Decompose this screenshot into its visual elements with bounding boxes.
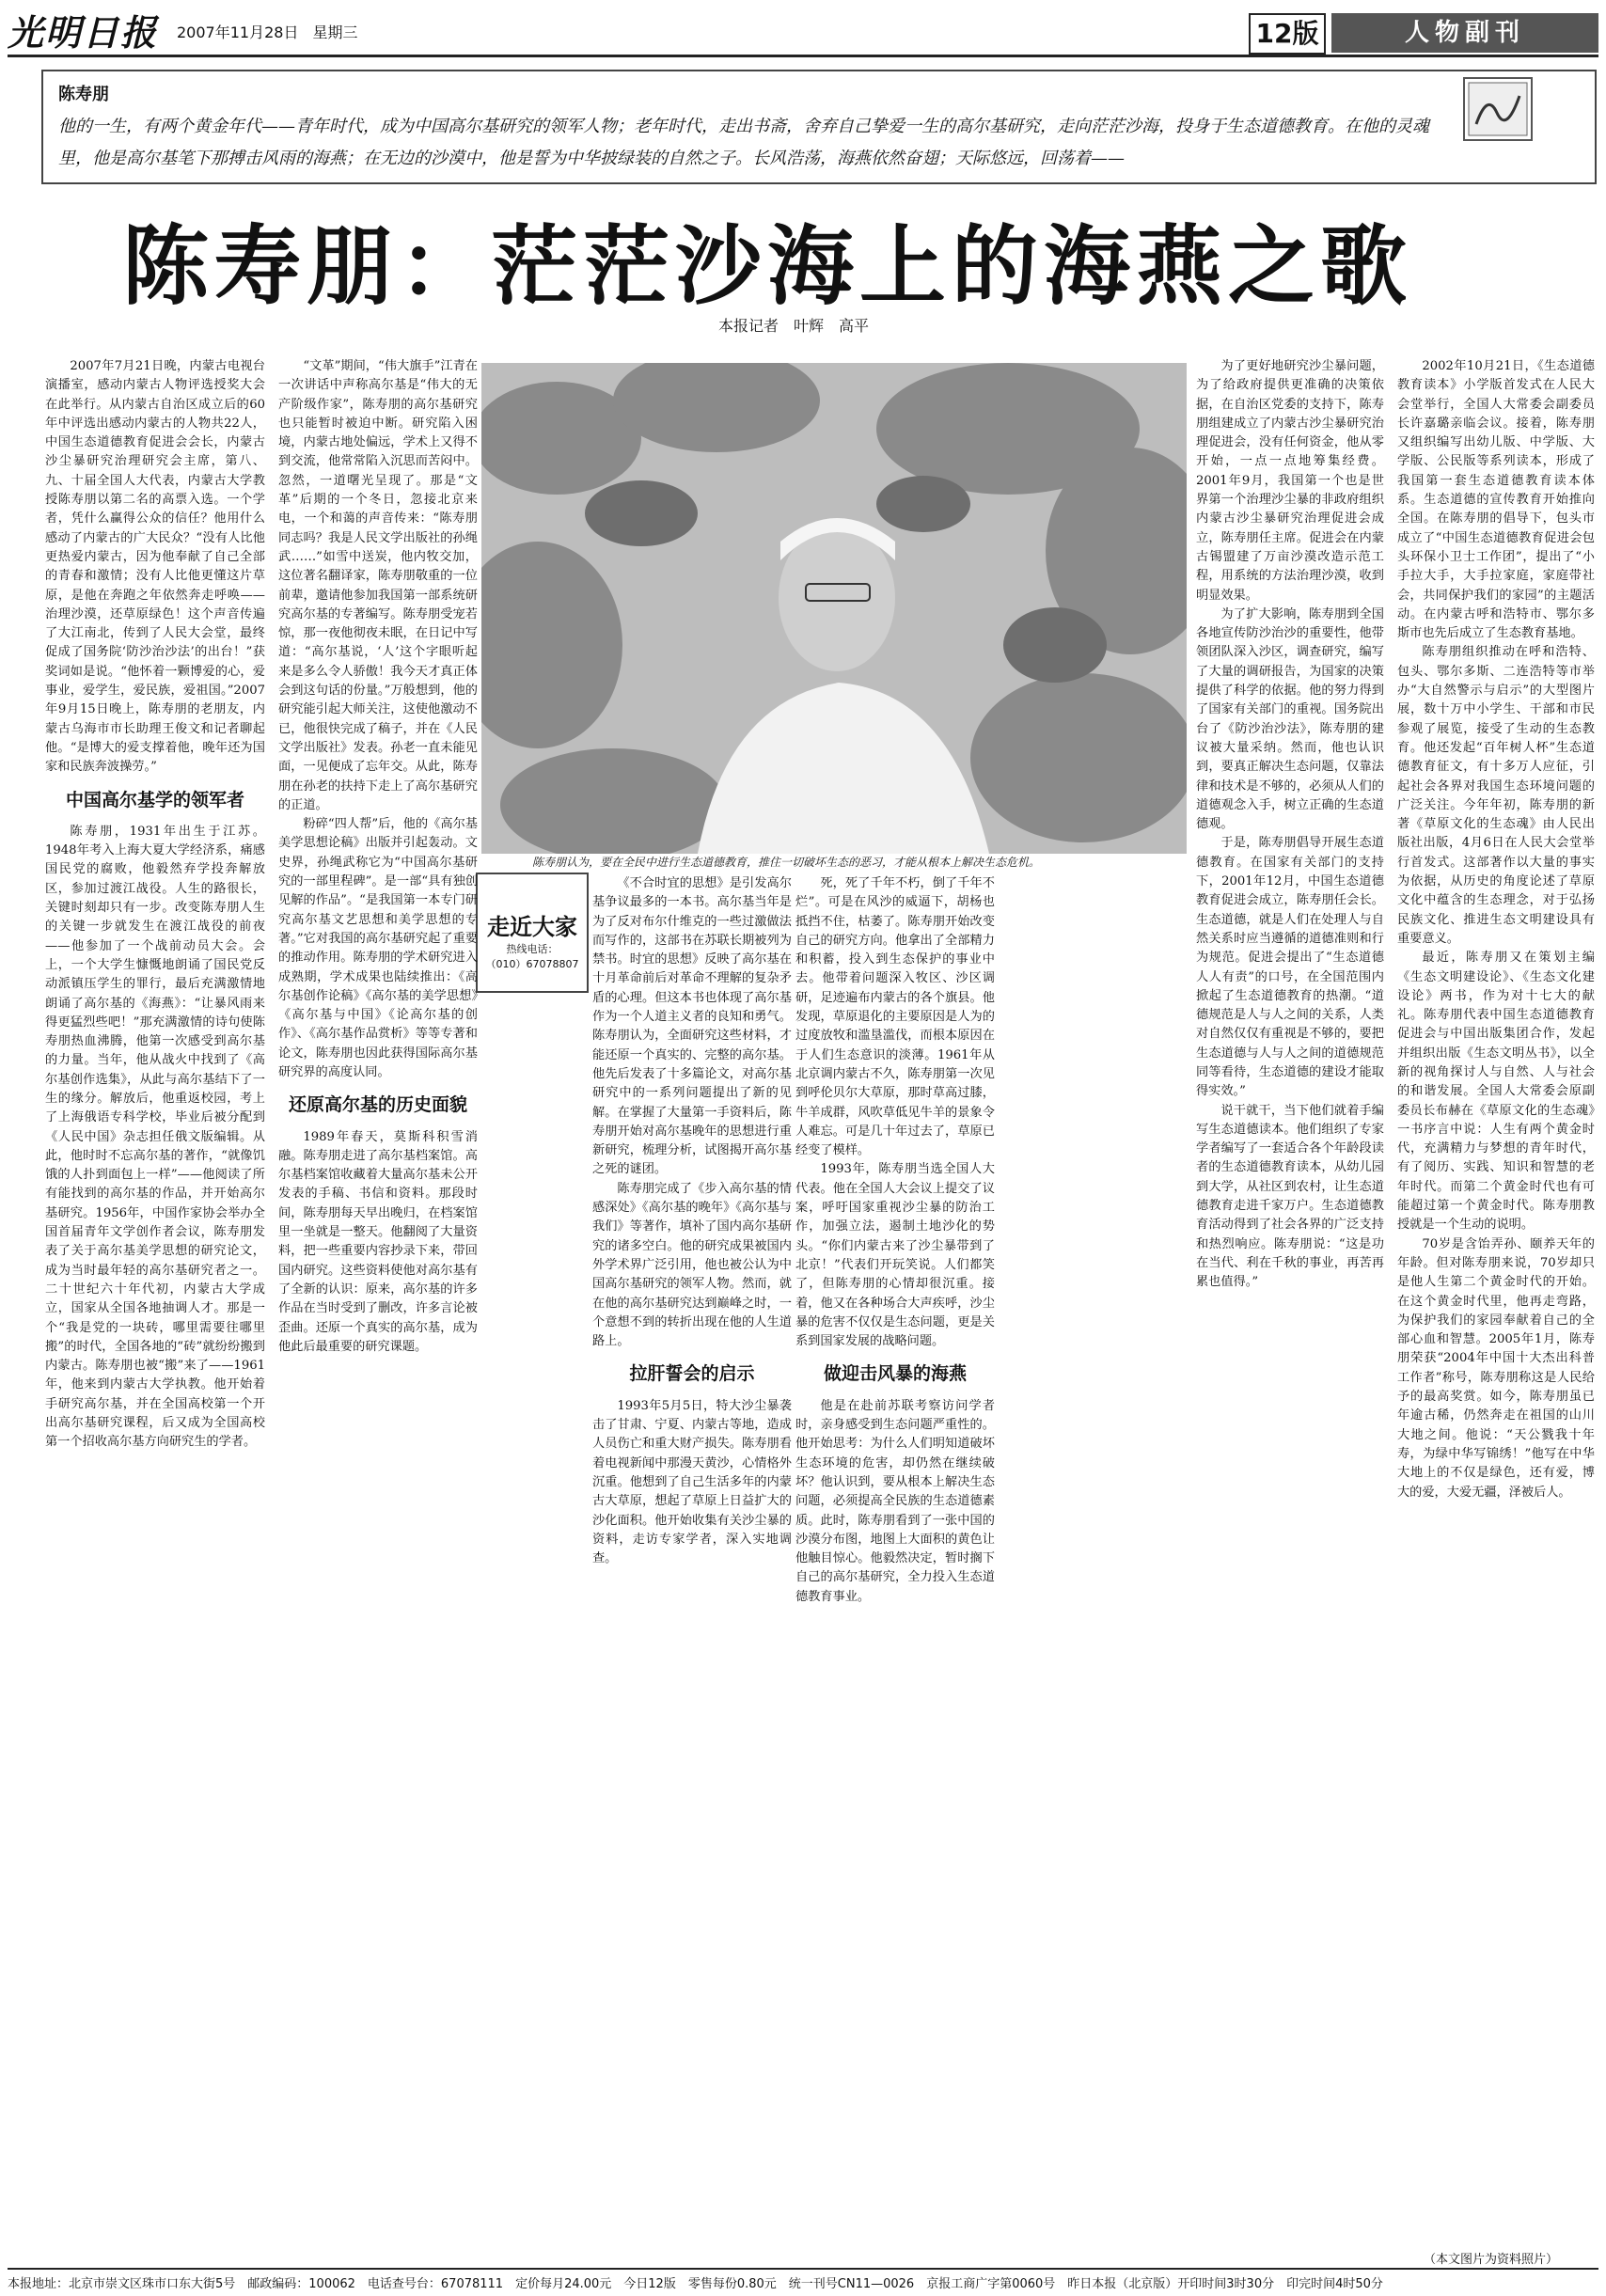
body-paragraph: 《不合时宜的思想》是引发高尔基争议最多的一本书。高尔基当年是为了反对布尔什维克的一些过激做法而写作的，这部书在苏联长期被列为禁书。时宜的思想》反映了高尔基在十月革命前后对革命不理解的复杂矛盾的心理。但这本书也体现了高尔基作为一个人道主义者的良知和勇气。陈寿朋认为，全面研究这些材料，才能还原一个真实的、完整的高尔基。他先后发表了十多篇论文，对高尔基研究中的一系列问题提出了新的见解。在掌握了大量第一手资料后，陈寿朋开始对高尔基晚年的思想进行重新研究，梳理分析，试图揭开高尔基之死的谜团。 — [592, 876, 792, 1177]
footer-imprint: 本报地址：北京市崇文区珠市口东大街5号 邮政编码：100062 电话查号台：67078111 定价每月24.00元 今日12版 零售每份0.80元 统一刊号CN11—0026 京报工商广字第0060号 昨日本报（北京版）开印时间3时30分 印完时间4时50分 — [8, 2268, 1598, 2291]
body-paragraph: 为了扩大影响，陈寿朋到全国各地宣传防沙治沙的重要性，他带领团队深入沙区，调查研究，编写了大量的调研报告，为国家的决策提供了科学的依据。他的努力得到了国家有关部门的重视。国务院出台了《防沙治沙法》，陈寿朋的建议被大量采纳。然而，他也认识到，要真正解决生态问题，仅靠法律和技术是不够的，必须从人们的道德观念入手，树立正确的生态道德观。 — [1196, 606, 1384, 832]
body-paragraph: 2002年10月21日，《生态道德教育读本》小学版首发式在人民大会堂举行，全国人大常委会副委员长许嘉璐亲临会议。接着，陈寿朋又组织编写出幼儿版、中学版、大学版、公民版等系列读本，形成了我国第一套生态道德教育读本体系。生态道德的宣传教育开始推向全国。在陈寿朋的倡导下，包头市成立了“中国生态道德教育促进会包头环保小卫士工作团”，提出了“小手拉大手，大手拉家庭，家庭带社会，共同保护我们的家园”的主题活动。在内蒙古呼和浩特市、鄂尔多斯市也先后成立了生态教育基地。 — [1397, 359, 1595, 641]
subheading: 做迎击风暴的海燕 — [823, 1363, 967, 1385]
body-paragraph: “文革”期间，“伟大旗手”江青在一次讲话中声称高尔基是“伟大的无产阶级作家”，陈寿朋的高尔基研究也只能暂时被迫中断。研究陷入困境，内蒙古地处偏远，学术上又得不到交流，他常常陷入沉思而苦闷中。忽然，一道曙光呈现了。那是“文革”后期的一个冬日，忽接北京来电，一个和蔼的声音传来：“陈寿朋同志吗？我是人民文学出版社的孙绳武……”如雪中送炭，他内牧交加，这位著名翻译家，陈寿朋敬重的一位前辈，邀请他参加我国第一部系统研究高尔基的专著编写。陈寿朋受宠若惊，那一夜他彻夜未眠，在日记中写道：“高尔基说，‘人’这个字眼听起来是多么令人骄傲！我今天才真正体会到这句话的份量。”万般想到，他的研究能引起大师关注，这使他激动不已，他很快完成了稿子，并在《人民文学出版社》发表。孙老一直未能见面，一见便成了忘年交。从此，陈寿朋在孙老的扶持下走上了高尔基研究的正道。 — [278, 359, 478, 812]
subheading: 拉肝誓会的启示 — [629, 1363, 755, 1385]
callout-hotline-label: 热线电话： — [506, 943, 559, 955]
hotline-callout — [476, 873, 589, 993]
callout-hotline-number: （010）67078807 — [485, 958, 579, 970]
body-paragraph: 为了更好地研究沙尘暴问题，为了给政府提供更准确的决策依据，在自治区党委的支持下，陈寿朋组建成立了内蒙古沙尘暴研究治理促进会，没有任何资金，他从零开始，一点一点地筹集经费。2001年9月，我国第一个也是世界第一个治理沙尘暴的非政府组织内蒙古沙尘暴研究治理促进会成立，陈寿朋任主席。促进会在内蒙古锡盟建了万亩沙漠改造示范工程，用系统的方法治理沙漠，收到明显效果。 — [1196, 359, 1384, 603]
header-rule — [8, 55, 1598, 57]
article-column-2 — [278, 357, 478, 2240]
section-name: 人物副刊 — [1331, 13, 1598, 53]
body-paragraph: 说干就干，当下他们就着手编写生态道德读本。他们组织了专家学者编写了一套适合各个年龄段读者的生态道德教育读本，从幼儿园到大学，从社区到农村，让生态道德教育走进千家万户。生态道德教育活动得到了社会各界的广泛支持和热烈响应。陈寿朋说：“这是功在当代、利在千秋的事业，再苦再累也值得。” — [1196, 1103, 1384, 1290]
body-paragraph: 1993年，陈寿朋当选全国人大代表。他在全国人大会议上提交了议案，呼吁国家重视沙尘暴的防治工作，加强立法，遏制土地沙化的势头。“你们内蒙古来了沙尘暴带到了北京！”代表们开玩笑说。人们都笑了，但陈寿朋的心情却很沉重。接着，他又在各种场合大声疾呼，沙尘暴的危害不仅仅是生态问题，更是关系到国家发展的战略问题。 — [795, 1162, 995, 1349]
body-paragraph: 最近，陈寿朋又在策划主编《生态文明建设论》、《生态文化建设论》两书，作为对十七大的献礼。陈寿朋代表中国生态道德教育促进会与中国出版集团合作，发起并组织出版《生态文明丛书》，以全新的视角探讨人与自然、人与社会的和谐发展。全国人大常委会原副委员长布赫在《草原文化的生态魂》一书序言中说：人生有两个黄金时代，充满精力与梦想的青年时代，有了阅历、实践、知识和智慧的老年时代。而第二个黄金时代也有可能超过第一个黄金时代。陈寿朋教授就是一个生动的说明。 — [1397, 951, 1595, 1233]
body-paragraph: 2007年7月21日晚，内蒙古电视台演播室，感动内蒙古人物评选授奖大会在此举行。从内蒙古自治区成立后的60年中评选出感动内蒙古的人物共22人，中国生态道德教育促进会会长，内蒙古沙尘暴研究治理研究会主席，第八、九、十届全国人大代表，内蒙古大学教授陈寿朋以第二名的高票入选。一个学者，凭什么赢得公众的信任？他用什么感动了内蒙古的广大民众？“没有人比他更热爱内蒙古，因为他奉献了自己全部的青春和激情；没有人比他更懂这片草原，是他在奔跑之年依然奔走呼唤——治理沙漠，还草原绿色！这个声音传遍了大江南北，传到了人民大会堂，最终促成了国务院‘防沙治沙法’的出台！”获奖词如是说。“他怀着一颗博爱的心，爱事业，爱学生，爱民族，爱祖国。”2007年9月15日晚上，陈寿朋的老朋友，内蒙古乌海市市长助理王俊文和记者聊起他。“是博大的爱支撑着他，晚年还为国家和民族奔波操劳。” — [45, 359, 265, 775]
callout-title: 走近大家 — [487, 914, 577, 940]
body-paragraph: 1989年春天，莫斯科积雪消融。陈寿朋走进了高尔基档案馆。高尔基档案馆收藏着大量高尔基未公开发表的手稿、书信和资料。那段时间，陈寿朋每天早出晚归，在档案馆里一坐就是一整天。他翻阅了大量资料，把一些重要内容抄录下来，带回国内研究。这些资料使他对高尔基有了全新的认识：原来，高尔基的许多作品在当时受到了删改，许多言论被歪曲。还原一个真实的高尔基，成为他此后最重要的研究课题。 — [278, 1129, 478, 1354]
masthead-paper-name: 光明日报 — [8, 11, 159, 54]
intro-logo-icon — [1463, 77, 1533, 141]
article-column-4 — [795, 874, 995, 2240]
body-paragraph: 于是，陈寿朋倡导开展生态道德教育。在国家有关部门的支持下，2001年12月，中国生态道德教育促进会成立，陈寿朋任会长。生态道德，就是人们在处理人与自然关系时应当遵循的道德准则和行为规范。促进会提出了“生态道德人人有责”的口号，在全国范围内掀起了生态道德教育的热潮。“道德规范是人与人之间的关系，人类对自然仅仅有重视是不够的，要把生态道德与人与人之间的道德规范同等看待，生态道德的建设才能取得实效。” — [1196, 836, 1384, 1099]
body-paragraph: 70岁是含饴弄孙、颐养天年的年龄。但对陈寿朋来说，70岁却只是他人生第二个黄金时代的开始。在这个黄金时代里，他再走弯路，为保护我们的家园奉献着自己的全部心血和智慧。2005年1月，陈寿朋荣获“2004年中国十大杰出科普工作者”称号，陈寿朋称这是人民给予的最高奖赏。如今，陈寿朋虽已年逾古稀，仍然奔走在祖国的山川大地之间。他说：“天公戮我十年寿，为绿中华写锦绣！”他写在中华大地上的不仅是绿色，还有爱，博大的爱，大爱无疆，泽被后人。 — [1397, 1236, 1595, 1500]
body-paragraph: 他是在赴前苏联考察访问学者时，亲身感受到生态问题严重性的。他开始思考：为什么人们明知道破坏生态环境的危害，却仍然在继续破坏？他认识到，要从根本上解决生态问题，必须提高全民族的生态道德素质。此时，陈寿朋看到了一张中国的沙漠分布图，地图上大面积的黄色让他触目惊心。他毅然决定，暂时搁下自己的高尔基研究，全力投入生态道德教育事业。 — [795, 1398, 995, 1604]
article-column-1 — [45, 357, 265, 2240]
body-paragraph: 陈寿朋完成了《步入高尔基的情感深处》《高尔基的晚年》《高尔基与我们》等著作，填补了国内高尔基研究的诸多空白。他的研究成果被国内外学术界广泛引用，他也被公认为中国高尔基研究的领军人物。然而，就在他的高尔基研究达到巅峰之时，一个意想不到的转折出现在他的人生道路上。 — [592, 1181, 792, 1349]
portrait-photo — [481, 363, 1187, 854]
subheading: 中国高尔基学的领军者 — [65, 789, 244, 810]
body-paragraph: 死，死了千年不朽，倒了千年不烂”。可是在风沙的威逼下，胡杨也抵挡不住，枯萎了。陈寿朋开始改变自己的研究方向。他拿出了全部精力和积蓄，投入到生态保护的事业中去。他带着问题深入牧区、沙区调研，足迹遍布内蒙古的各个旗县。他发现，草原退化的主要原因是人为的过度放牧和滥垦滥伐，而根本原因在于人们生态意识的淡薄。1961年从北京调内蒙古不久，陈寿朋第一次见到呼伦贝尔大草原，那时草高过膝，牛羊成群，风吹草低见牛羊的景象令人难忘。可是几十年过去了，草原已经变了模样。 — [795, 876, 995, 1158]
article-column-3 — [592, 874, 792, 2240]
intro-text: 他的一生，有两个黄金年代——青年时代，成为中国高尔基研究的领军人物；老年时代，走出书斋，舍弃自己挚爱一生的高尔基研究，走向茫茫沙海，投身于生态道德教育。在他的灵魂里，他是高尔基笔下那搏击风雨的海燕；在无边的沙漠中，他是誓为中华披绿装的自然之子。长风浩荡，海燕依然奋翅；天际悠远，回荡着—— — [58, 117, 1429, 168]
masthead-dateline — [177, 21, 358, 42]
body-paragraph: 陈寿朋组织推动在呼和浩特、包头、鄂尔多斯、二连浩特等市举办“大自然警示与启示”的大型图片展，数十万中小学生、干部和市民参观了展览，接受了生动的生态教育。他还发起“百年树人杯”生态道德教育征文，有十多万人应征，引起社会各界对我国生态环境问题的广泛关注。今年年初，陈寿朋的新著《草原文化的生态魂》由人民出版社出版，4月6日在人民大会堂举行首发式。这部著作以大量的事实为依据，从历史的角度论述了草原文化中蕴含的生态理念，对于弘扬民族文化、推进生态文明建设具有重要意义。 — [1397, 645, 1595, 946]
body-paragraph: 粉碎“四人帮”后，他的《高尔基美学思想论稿》出版并引起轰动。文史界，孙绳武称它为“中国高尔基研究的一部里程碑”。是一部“具有独创见解的作品”。“是我国第一本专门研究高尔基文艺思想和美学思想的专著。”它对我国的高尔基研究起了重要的推动作用。陈寿朋的学术研究进入成熟期，学术成果也陆续推出：《高尔基创作论稿》《高尔基的美学思想》《高尔基与中国》《论高尔基的创作》、《高尔基作品赏析》等等专著和论文，陈寿朋也因此获得国际高尔基研究界的高度认同。 — [278, 817, 478, 1079]
article-title: 陈寿朋：茫茫沙海上的海燕之歌 — [122, 216, 1413, 317]
intro-author: 陈寿朋 — [58, 85, 109, 104]
body-paragraph: 陈寿朋，1931年出生于江苏。1948年考入上海大夏大学经济系，痛感国民党的腐败，他毅然弃学投奔解放区，参加过渡江战役。人生的路很长，关键时刻却只有一步。改变陈寿朋人生的关键一步就发生在渡江战役的前夜——他参加了一个战前动员大会。会上，一个大学生慷慨地朗诵了国民党反动派镇压学生的罪行，最后充满激情地朗诵了高尔基的《海燕》：“让暴风雨来得更猛烈些吧！”那充满激情的诗句使陈寿朋热血沸腾，他第一次感受到高尔基的力量。当年，他从战火中找到了《高尔基创作选集》，从此与高尔基结下了一生的缘分。解放后，他重返校园，考上了上海俄语专科学校，毕业后被分配到《人民中国》杂志担任俄文版编辑。从此，他时时不忘高尔基的著作，“就像饥饿的人扑到面包上一样”——他阅读了所有能找到的高尔基的作品，并开始高尔基研究。1956年，中国作家协会举办全国首届青年文学创作者会议，陈寿朋发表了关于高尔基美学思想的研究论文，成为当时最年轻的高尔基研究者之一。二十世纪六十年代初，内蒙古大学成立，国家从全国各地抽调人才。那是一个“我是党的一块砖，哪里需要往哪里搬”的时代，全国各地的“砖”就纷纷搬到内蒙古。陈寿朋也被“搬”来了——1961年，他来到内蒙古大学执教。他开始着手研究高尔基，并在全国高校第一个开出高尔基研究课程，后又成为全国高校第一个招收高尔基方向研究生的学者。 — [45, 824, 265, 1450]
article-column-5 — [1196, 357, 1384, 2240]
article-byline: 本报记者 叶辉 高平 — [718, 317, 870, 335]
photo-credit: （本文图片为资料照片） — [1424, 2253, 1559, 2267]
article-column-6 — [1397, 357, 1595, 2243]
masthead-weekday: 星期三 — [312, 24, 358, 41]
photo-caption: 陈寿朋认为，要在全民中进行生态道德教育，推住一切破坏生态的恶习，才能从根本上解决生态危机。 — [532, 856, 1041, 869]
subheading: 还原高尔基的历史面貌 — [288, 1094, 467, 1116]
page-number: 12版 — [1249, 13, 1326, 55]
body-paragraph: 1993年5月5日，特大沙尘暴袭击了甘肃、宁夏、内蒙古等地，造成人员伤亡和重大财产损失。陈寿朋看着电视新闻中那漫天黄沙，心情格外沉重。他想到了自己生活多年的内蒙古大草原，想起了草原上日益扩大的沙化面积。他开始收集有关沙尘暴的资料，走访专家学者，深入实地调查。 — [592, 1398, 792, 1566]
masthead-date: 2007年11月28日 — [177, 24, 299, 41]
